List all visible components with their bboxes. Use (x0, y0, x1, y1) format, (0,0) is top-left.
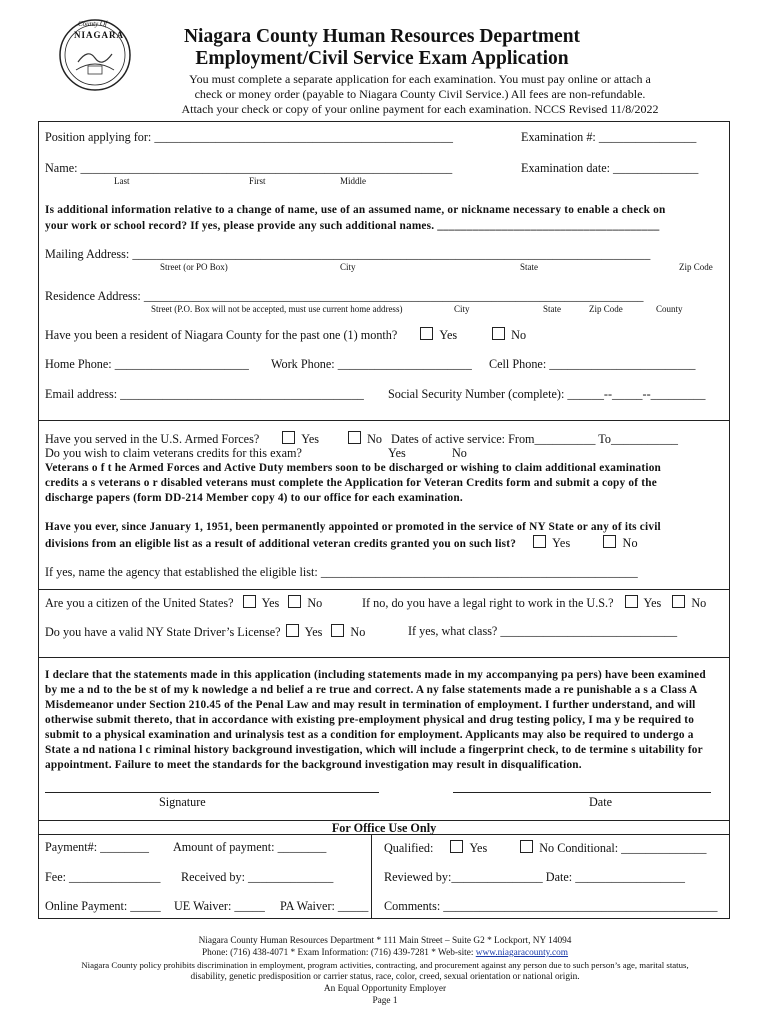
appointed-no-checkbox[interactable] (603, 535, 616, 548)
intro-line-1: You must complete a separate application for each examination. You must pay online or attach a (189, 72, 651, 86)
residence-sub-zip: Zip Code (589, 304, 623, 314)
footer-policy-2: disability, genetic predisposition or carrier status, race, color, creed, sexual orientation or national origin. (190, 972, 580, 982)
appointed-question-2: divisions from an eligible list as a result of additional veteran credits granted you on such list? (45, 538, 517, 550)
cell-phone-field[interactable]: Cell Phone: ________________________ (489, 357, 696, 371)
qualified-no-checkbox[interactable] (520, 840, 533, 853)
online-payment-field[interactable]: Online Payment: _____ (45, 899, 161, 913)
legal-yes-checkbox[interactable] (625, 595, 638, 608)
license-question: Do you have a valid NY State Driver’s License? (45, 625, 281, 639)
declaration-line-2: by me a nd to the be st of my k nowledge a nd belief a re true and correct. A ny false statements made a re punishable a s a Class A (45, 684, 698, 696)
office-column-divider (371, 834, 372, 919)
title-line-1: Niagara County Human Resources Department (183, 26, 581, 47)
appointed-no-label: No (622, 536, 638, 550)
seal-main-text: NIAGARA (74, 30, 125, 40)
declaration-line-1: I declare that the statements made in this application (including statements made in my accompanying pa pers) have been examined (45, 669, 706, 681)
armed-forces-question: Have you served in the U.S. Armed Forces? (45, 432, 260, 446)
residence-sub-county: County (656, 304, 683, 314)
exam-date-field[interactable]: Examination date: ______________ (521, 161, 699, 175)
page-number: Page 1 (372, 996, 398, 1006)
license-class-field[interactable]: If yes, what class? _____________________________ (408, 624, 678, 638)
signature-label: Signature (159, 795, 206, 809)
office-use-title: For Office Use Only (331, 821, 437, 835)
appointed-question-1: Have you ever, since January 1, 1951, been permanently appointed or promoted in the service of NY State or any of its civil (45, 521, 661, 533)
declaration-line-6: State a nd nationa l c riminal history background investigation, which will include a fingerprint check, to de termine s uitability for (45, 744, 703, 756)
legal-right-row (362, 595, 706, 611)
divider-citizenship (38, 589, 730, 590)
armed-yes-label: Yes (301, 432, 320, 446)
citizen-row (45, 595, 322, 611)
citizen-no-label: No (307, 596, 323, 610)
reviewed-by-field[interactable]: Reviewed by:_______________ Date: __________________ (384, 870, 685, 884)
signature-line[interactable] (45, 792, 379, 793)
resident-no-label: No (511, 328, 527, 342)
resident-question-row (45, 327, 526, 343)
payment-number-field[interactable]: Payment#: ________ (45, 840, 149, 854)
resident-yes-checkbox[interactable] (420, 327, 433, 340)
footer-policy-1: Niagara County policy prohibits discrimination in employment, program activities, contracting, and procurement against any person due to such person’s age, marital status, (81, 960, 689, 970)
intro-line-3: Attach your check or copy of your online payment for each examination. NCCS Revised 11/8/2022 (181, 102, 659, 116)
citizen-yes-label: Yes (261, 596, 280, 610)
footer-address: Niagara County Human Resources Department * 111 Main Street – Suite G2 * Lockport, NY 14094 (198, 936, 572, 946)
ue-waiver-field[interactable]: UE Waiver: _____ (174, 899, 265, 913)
license-yes-label: Yes (304, 625, 323, 639)
pa-waiver-field[interactable]: PA Waiver: _____ (280, 899, 369, 913)
footer-eoe: An Equal Opportunity Employer (323, 984, 447, 994)
home-phone-field[interactable]: Home Phone: ______________________ (45, 357, 249, 371)
declaration-line-3: Misdemeanor under Section 210.45 of the Penal Law and may result in termination of employment. I further understand, and will (45, 699, 696, 711)
name-field[interactable]: Name: _____________________________________________________________ (45, 161, 453, 175)
footer-phone: Phone: (716) 438-4071 * Exam Information: (716) 439-7281 * Web-site: (201, 948, 474, 958)
mailing-sub-zip: Zip Code (679, 262, 713, 272)
date-line[interactable] (453, 792, 711, 793)
legal-no-checkbox[interactable] (672, 595, 685, 608)
citizen-question: Are you a citizen of the United States? (45, 596, 234, 610)
citizen-yes-checkbox[interactable] (243, 595, 256, 608)
residence-sub-city: City (454, 304, 470, 314)
appointed-yes-label: Yes (552, 536, 571, 550)
residence-sub-street: Street (P.O. Box will not be accepted, must use current home address) (151, 304, 403, 314)
divider-veteran (38, 420, 730, 421)
armed-no-label: No (367, 432, 382, 446)
qualified-yes-label: Yes (469, 841, 488, 855)
appointed-question-row (45, 535, 638, 552)
appointed-yes-checkbox[interactable] (533, 535, 546, 548)
legal-no-label: No (691, 596, 707, 610)
name-change-question-1: Is additional information relative to a change of name, use of an assumed name, or nickname necessary to enable a check on (45, 204, 666, 216)
residence-address-field[interactable]: Residence Address: __________________________________________________________________________________ (45, 289, 644, 303)
comments-field[interactable]: Comments: _____________________________________________ (384, 899, 718, 913)
veteran-notice-2: credits a s veterans o r disabled veterans must complete the Application for Veteran Credits form and submit a copy of the (45, 477, 657, 489)
amount-of-payment-field[interactable]: Amount of payment: ________ (173, 840, 327, 854)
declaration-line-5: submit to a physical examination and urinalysis test as a condition for employment. Applicants may also be required to undergo a (45, 729, 694, 741)
declaration-line-7: appointment. Failure to meet the standards for the background investigation may result in disqualification. (45, 759, 582, 771)
position-field[interactable]: Position applying for: _________________________________________________ (45, 130, 453, 144)
license-no-checkbox[interactable] (331, 624, 344, 637)
credits-question: Do you wish to claim veterans credits for this exam? (45, 446, 302, 460)
license-no-label: No (350, 625, 366, 639)
name-sub-last: Last (114, 176, 130, 186)
name-sub-first: First (249, 176, 266, 186)
name-sub-middle: Middle (340, 176, 366, 186)
veteran-notice-3: discharge papers (form DD-214 Member copy 4) to our office for each examination. (45, 492, 463, 504)
date-label: Date (589, 795, 613, 809)
work-phone-field[interactable]: Work Phone: ______________________ (271, 357, 472, 371)
resident-question: Have you been a resident of Niagara County for the past one (1) month? (45, 328, 398, 342)
license-row (45, 624, 365, 640)
name-change-question-2[interactable]: your work or school record? If yes, please provide any such additional names. ______________________________________ (45, 220, 660, 232)
armed-no-checkbox[interactable] (348, 431, 361, 444)
legal-yes-label: Yes (643, 596, 662, 610)
received-by-field[interactable]: Received by: ______________ (181, 870, 334, 884)
seal-top-text: County Of (78, 20, 107, 28)
intro-line-2: check or money order (payable to Niagara County Civil Service.) All fees are non-refundable. (194, 87, 646, 101)
legal-right-question: If no, do you have a legal right to work in the U.S.? (362, 596, 614, 610)
mailing-sub-state: State (520, 262, 538, 272)
declaration-line-4: otherwise submit thereto, that in accordance with existing pre-employment physical and drug testing policy, I ma y be required to (45, 714, 695, 726)
footer-contact (0, 947, 770, 959)
mailing-sub-city: City (340, 262, 356, 272)
fee-field[interactable]: Fee: _______________ (45, 870, 161, 884)
website-link[interactable]: www.niagaracounty.com (475, 948, 569, 958)
qualified-no-conditional[interactable]: No Conditional: ______________ (539, 841, 707, 855)
veteran-notice-1: Veterans o f t he Armed Forces and Active Duty members soon to be discharged or wishing to claim additional examination (45, 462, 662, 474)
armed-yes-checkbox[interactable] (282, 431, 295, 444)
email-field[interactable]: Email address: ________________________________________ (45, 387, 364, 401)
mailing-sub-street: Street (or PO Box) (160, 262, 228, 272)
agency-field[interactable]: If yes, name the agency that established the eligible list: ____________________________________________________ (45, 565, 638, 579)
office-title-divider (38, 834, 730, 835)
divider-declaration (38, 657, 730, 658)
armed-forces-row (45, 431, 678, 447)
credits-no-label[interactable]: No (452, 446, 467, 460)
mailing-address-field[interactable]: Mailing Address: _____________________________________________________________________________________ (45, 247, 651, 261)
title-line-2: Employment/Civil Service Exam Application (195, 48, 569, 69)
resident-no-checkbox[interactable] (492, 327, 505, 340)
ssn-field[interactable]: Social Security Number (complete): ______--_____--_________ (388, 387, 706, 401)
qualified-yes-checkbox[interactable] (450, 840, 463, 853)
residence-sub-state: State (543, 304, 561, 314)
qualified-label: Qualified: (384, 841, 434, 855)
citizen-no-checkbox[interactable] (288, 595, 301, 608)
resident-yes-label: Yes (439, 328, 458, 342)
license-yes-checkbox[interactable] (286, 624, 299, 637)
credits-yes-label[interactable]: Yes (388, 446, 406, 460)
active-service-dates[interactable]: Dates of active service: From__________ To___________ (391, 432, 679, 446)
qualified-row (384, 840, 707, 856)
exam-number-field[interactable]: Examination #: ________________ (521, 130, 697, 144)
